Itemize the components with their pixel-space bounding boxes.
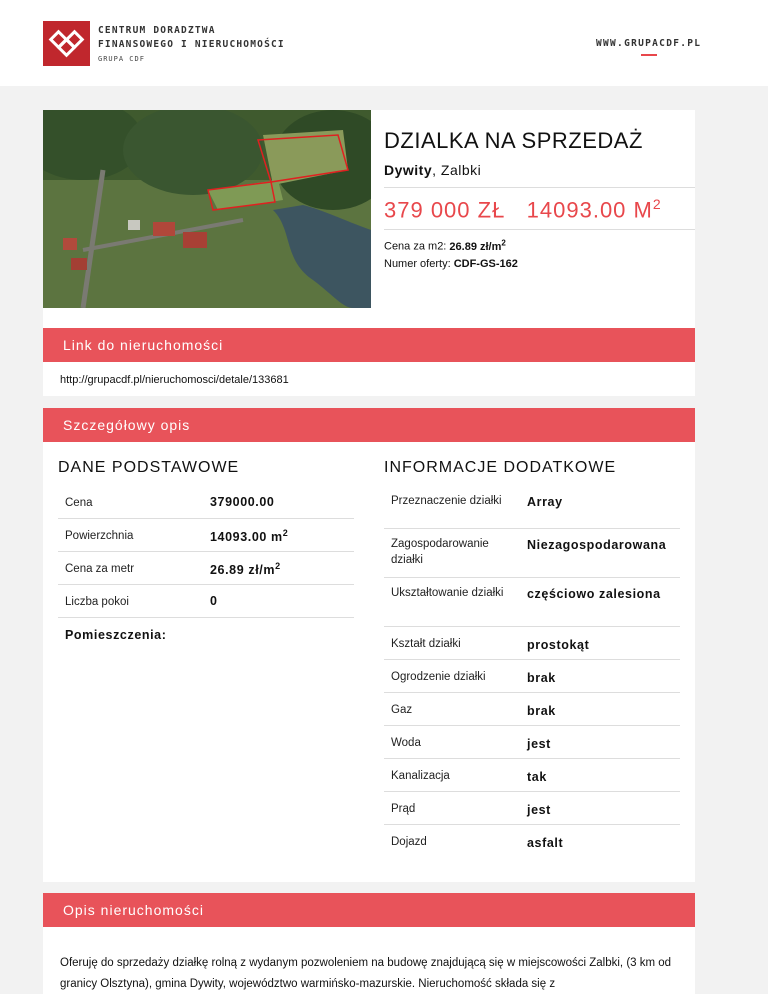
extra-info-label: Gaz xyxy=(391,704,413,716)
basic-data-row xyxy=(58,585,354,618)
basic-data-row xyxy=(58,519,354,552)
extra-info-row xyxy=(384,627,680,660)
page-header xyxy=(0,0,768,86)
extra-info-label: Przeznaczenie działki xyxy=(391,495,502,507)
extra-info-label: Zagospodarowanie działki xyxy=(391,538,489,566)
basic-data-value: 14093.00 $m^2$ xyxy=(210,528,289,545)
price-line xyxy=(384,196,662,223)
basic-data-value: 0 xyxy=(210,594,218,608)
listing-area-sup: 2 xyxy=(652,196,662,212)
extra-info-value: brak xyxy=(527,704,556,718)
basic-data-row xyxy=(58,486,354,519)
offer-label: Numer oferty: xyxy=(384,258,454,270)
company-line-3: GRUPA CDF xyxy=(98,55,145,63)
location-rest: , Zalbki xyxy=(432,162,482,178)
basic-data-label: Cena za metr xyxy=(65,563,135,575)
offer-number xyxy=(384,258,518,270)
extra-info-label: Woda xyxy=(391,737,421,749)
listing-location xyxy=(384,162,481,178)
listing-area: 14093.00 M xyxy=(526,197,653,223)
company-line-2: FINANSOWEGO I NIERUCHOMOŚCI xyxy=(98,39,285,50)
basic-data-label: Powierzchnia xyxy=(65,530,134,542)
extra-info-value: jest xyxy=(527,803,551,817)
property-description: Oferuję do sprzedaży działkę rolną z wydanym pozwoleniem na budowę znajdującą się w miejscowości Zalbki, (3 km od granicy Olsztyna), gmina Dywity, województwo warmińsko-mazurskie. Nieruchomość składa się z xyxy=(60,957,672,990)
price-per-m2-label: Cena za m2: xyxy=(384,240,450,253)
extra-info-row xyxy=(384,759,680,792)
company-line-1: CENTRUM DORADZTWA xyxy=(98,25,216,36)
basic-data-heading: DANE PODSTAWOWE xyxy=(58,459,240,476)
extra-info-row xyxy=(384,792,680,825)
listing-title: DZIALKA NA SPRZEDAŻ xyxy=(384,128,643,153)
extra-info-value: asfalt xyxy=(527,836,564,850)
extra-info-value: tak xyxy=(527,770,547,784)
extra-info-label: Ukształtowanie działki xyxy=(391,587,504,599)
extra-info-label: Kształt działki xyxy=(391,638,461,650)
basic-data-value: 26.89 $zł/m^2$ xyxy=(210,561,281,578)
divider xyxy=(384,229,695,230)
extra-info-row xyxy=(384,726,680,759)
divider xyxy=(384,187,695,188)
price-per-m2 xyxy=(384,238,506,253)
site-url-link[interactable]: WWW.GRUPACDF.PL xyxy=(596,38,702,49)
link-section-header: Link do nieruchomości xyxy=(43,328,695,362)
site-url-underline xyxy=(641,54,657,56)
extra-info-row xyxy=(384,486,680,529)
extra-info-label: Kanalizacja xyxy=(391,770,450,782)
description-section-header: Opis nieruchomości xyxy=(43,893,695,927)
grupa-cdf-logo-icon[interactable] xyxy=(43,21,90,66)
property-link[interactable]: http://grupacdf.pl/nieruchomosci/detale/133681 xyxy=(60,374,289,386)
extra-info-value: brak xyxy=(527,671,556,685)
extra-info-row xyxy=(384,578,680,627)
extra-info-value: częściowo zalesiona xyxy=(527,587,661,601)
extra-info-value: Array xyxy=(527,495,563,509)
basic-data-label: Cena xyxy=(65,497,93,509)
details-section-header: Szczegółowy opis xyxy=(43,408,695,442)
extra-info-row xyxy=(384,825,680,858)
offer-value: CDF-GS-162 xyxy=(453,258,518,270)
location-city: Dywity xyxy=(384,162,433,178)
company-name xyxy=(98,24,285,66)
extra-info-label: Prąd xyxy=(391,803,416,815)
rooms-label: Pomieszczenia: xyxy=(65,628,167,642)
listing-price: 379 000 ZŁ xyxy=(384,197,506,223)
extra-info-label: Ogrodzenie działki xyxy=(391,671,486,683)
basic-data-value: 379000.00 xyxy=(210,495,275,509)
price-per-m2-value: 26.89 $zł/m^2$ xyxy=(449,238,506,253)
extra-info-row xyxy=(384,693,680,726)
extra-info-value: prostokąt xyxy=(527,638,590,652)
extra-info-row xyxy=(384,660,680,693)
extra-info-value: Niezagospodarowana xyxy=(527,538,667,552)
extra-info-label: Dojazd xyxy=(391,836,427,848)
extra-info-value: jest xyxy=(527,737,551,751)
basic-data-row xyxy=(58,552,354,585)
property-photo[interactable] xyxy=(43,110,371,308)
basic-data-label: Liczba pokoi xyxy=(65,596,129,608)
extra-info-heading: INFORMACJE DODATKOWE xyxy=(384,459,617,476)
extra-info-row xyxy=(384,529,680,578)
